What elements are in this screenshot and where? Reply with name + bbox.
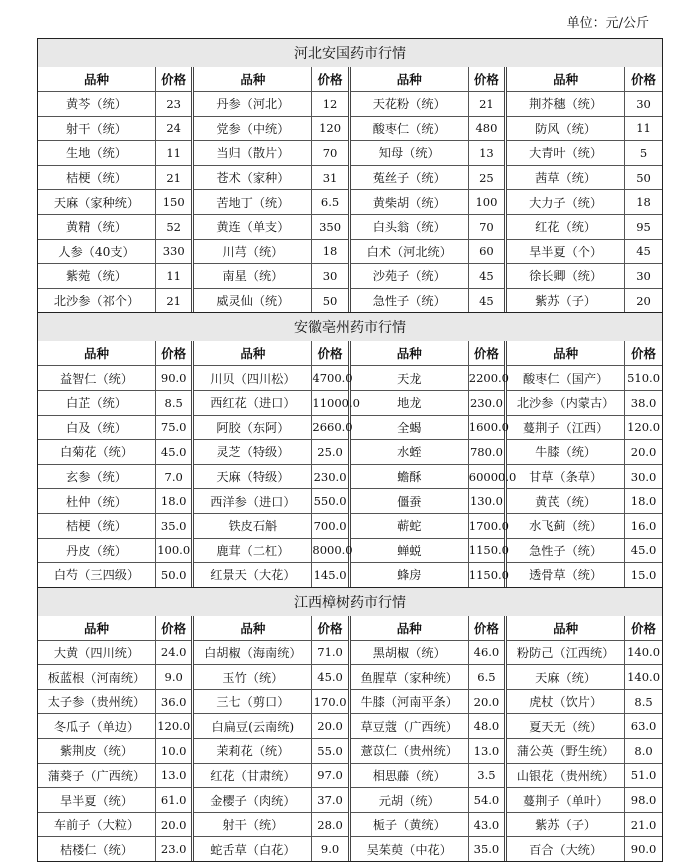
- column-header-price: 价格: [156, 616, 193, 641]
- herb-price: 8.0: [625, 739, 662, 764]
- herb-name: 水飞蓟（统）: [506, 513, 625, 538]
- table-row: [38, 837, 662, 861]
- market-section: [38, 39, 662, 312]
- table-row: [38, 538, 662, 563]
- herb-name: 黄精（统）: [38, 214, 156, 239]
- herb-price: 35.0: [156, 513, 193, 538]
- column-header-price: 价格: [468, 616, 505, 641]
- herb-price: 52: [156, 214, 193, 239]
- herb-name: 南星（统）: [193, 264, 312, 289]
- table-row: [38, 640, 662, 665]
- herb-price: 25: [468, 165, 505, 190]
- table-row: [38, 92, 662, 117]
- herb-price: 2200.0: [468, 366, 505, 391]
- herb-price: 45.0: [312, 665, 349, 690]
- herb-price: 55.0: [312, 739, 349, 764]
- herb-price: 120: [312, 116, 349, 141]
- herb-name: 车前子（大粒）: [38, 812, 156, 837]
- herb-name: 玉竹（统）: [193, 665, 312, 690]
- herb-price: 550.0: [312, 489, 349, 514]
- herb-name: 粉防己（江西统）: [506, 640, 625, 665]
- herb-name: 吴茱萸（中花）: [349, 837, 468, 861]
- herb-price: 95: [625, 214, 662, 239]
- herb-price: 30: [625, 264, 662, 289]
- table-row: [38, 513, 662, 538]
- herb-price: 230.0: [312, 464, 349, 489]
- column-header-price: 价格: [312, 67, 349, 92]
- herb-name: 白芍（三四级）: [38, 563, 156, 587]
- herb-name: 大青叶（统）: [506, 141, 625, 166]
- herb-name: 紫荆皮（统）: [38, 739, 156, 764]
- column-header-name: 品种: [506, 616, 625, 641]
- herb-price: 31: [312, 165, 349, 190]
- column-header-price: 价格: [468, 67, 505, 92]
- herb-price: 18: [312, 239, 349, 264]
- herb-name: 徐长卿（统）: [506, 264, 625, 289]
- herb-name: 射干（统）: [38, 116, 156, 141]
- herb-price: 43.0: [468, 812, 505, 837]
- herb-price: 11: [625, 116, 662, 141]
- herb-name: 党参（中统）: [193, 116, 312, 141]
- herb-name: 蝉蜕: [349, 538, 468, 563]
- section-title: 安徽亳州药市行情: [38, 312, 662, 341]
- herb-name: 丹皮（统）: [38, 538, 156, 563]
- herb-price: 510.0: [625, 366, 662, 391]
- herb-price: 30.0: [625, 464, 662, 489]
- herb-price: 6.5: [468, 665, 505, 690]
- herb-price: 13.0: [468, 739, 505, 764]
- herb-name: 黄芪（统）: [506, 489, 625, 514]
- herb-price: 100: [468, 190, 505, 215]
- herb-name: 白菊花（统）: [38, 440, 156, 465]
- table-row: [38, 415, 662, 440]
- herb-price: 16.0: [625, 513, 662, 538]
- column-header-price: 价格: [625, 341, 662, 366]
- header-row: [38, 67, 662, 92]
- herb-price: 75.0: [156, 415, 193, 440]
- section-title: 河北安国药市行情: [38, 39, 662, 67]
- herb-name: 菟丝子（统）: [349, 165, 468, 190]
- table-row: [38, 563, 662, 587]
- herb-price: 11: [156, 141, 193, 166]
- herb-price: 45.0: [156, 440, 193, 465]
- herb-name: 元胡（统）: [349, 788, 468, 813]
- herb-price: 54.0: [468, 788, 505, 813]
- table-row: [38, 214, 662, 239]
- herb-price: 18: [625, 190, 662, 215]
- column-header-price: 价格: [312, 341, 349, 366]
- herb-name: 天麻（统）: [506, 665, 625, 690]
- unit-label: 单位：元/公斤: [566, 16, 649, 31]
- herb-price: 70: [312, 141, 349, 166]
- herb-name: 红花（甘肃统）: [193, 763, 312, 788]
- column-header-name: 品种: [38, 67, 156, 92]
- herb-name: 阿胶（东阿）: [193, 415, 312, 440]
- herb-name: 白胡椒（海南统）: [193, 640, 312, 665]
- table-row: [38, 366, 662, 391]
- table-row: [38, 689, 662, 714]
- herb-price: 9.0: [312, 837, 349, 861]
- herb-price: 30: [625, 92, 662, 117]
- herb-price: 20.0: [312, 714, 349, 739]
- column-header-price: 价格: [625, 616, 662, 641]
- herb-name: 急性子（统）: [506, 538, 625, 563]
- herb-price: 98.0: [625, 788, 662, 813]
- herb-price: 37.0: [312, 788, 349, 813]
- table-row: [38, 165, 662, 190]
- column-header-name: 品种: [506, 341, 625, 366]
- market-price-tables: [37, 38, 663, 862]
- herb-price: 63.0: [625, 714, 662, 739]
- herb-price: 5: [625, 141, 662, 166]
- herb-name: 苦地丁（统）: [193, 190, 312, 215]
- herb-price: 24: [156, 116, 193, 141]
- herb-price: 97.0: [312, 763, 349, 788]
- herb-name: 黄连（单支）: [193, 214, 312, 239]
- herb-price: 12: [312, 92, 349, 117]
- herb-name: 北沙参（内蒙古）: [506, 390, 625, 415]
- herb-price: 21: [468, 92, 505, 117]
- herb-price: 13.0: [156, 763, 193, 788]
- herb-name: 蜂房: [349, 563, 468, 587]
- herb-price: 13: [468, 141, 505, 166]
- herb-price: 350: [312, 214, 349, 239]
- herb-price: 145.0: [312, 563, 349, 587]
- herb-price: 20.0: [156, 812, 193, 837]
- herb-name: 益智仁（统）: [38, 366, 156, 391]
- table-row: [38, 714, 662, 739]
- column-header-name: 品种: [349, 616, 468, 641]
- column-header-price: 价格: [468, 341, 505, 366]
- column-header-name: 品种: [506, 67, 625, 92]
- herb-name: 蛇舌草（白花）: [193, 837, 312, 861]
- column-header-price: 价格: [312, 616, 349, 641]
- herb-price: 30: [312, 264, 349, 289]
- market-section: [38, 312, 662, 586]
- herb-price: 330: [156, 239, 193, 264]
- herb-name: 虎杖（饮片）: [506, 689, 625, 714]
- table-row: [38, 239, 662, 264]
- herb-name: 相思藤（统）: [349, 763, 468, 788]
- header-row: [38, 341, 662, 366]
- herb-price: 46.0: [468, 640, 505, 665]
- herb-name: 天花粉（统）: [349, 92, 468, 117]
- column-header-name: 品种: [193, 616, 312, 641]
- herb-price: 50: [625, 165, 662, 190]
- column-header-name: 品种: [349, 341, 468, 366]
- herb-price: 1150.0: [468, 538, 505, 563]
- herb-price: 21: [156, 165, 193, 190]
- herb-name: 茉莉花（统）: [193, 739, 312, 764]
- herb-price: 45: [468, 264, 505, 289]
- column-header-price: 价格: [156, 341, 193, 366]
- herb-name: 白及（统）: [38, 415, 156, 440]
- herb-price: 700.0: [312, 513, 349, 538]
- herb-price: 150: [156, 190, 193, 215]
- herb-price: 20: [636, 293, 651, 308]
- herb-price: 1600.0: [468, 415, 505, 440]
- section-title: 江西樟树药市行情: [38, 587, 662, 616]
- price-table: [38, 616, 662, 861]
- herb-name: 透骨草（统）: [506, 563, 625, 587]
- herb-name: 蔓荆子（单叶）: [506, 788, 625, 813]
- herb-price: 15.0: [630, 567, 657, 582]
- column-header-name: 品种: [38, 341, 156, 366]
- herb-price: 24.0: [156, 640, 193, 665]
- table-row: [38, 489, 662, 514]
- herb-name: 大力子（统）: [506, 190, 625, 215]
- herb-name: 玄参（统）: [38, 464, 156, 489]
- herb-name: 桔楼仁（统）: [38, 837, 156, 861]
- herb-price: 140.0: [625, 665, 662, 690]
- herb-name: 天龙: [349, 366, 468, 391]
- herb-price: 6.5: [312, 190, 349, 215]
- table-row: [38, 739, 662, 764]
- herb-name: 黄芩（统）: [38, 92, 156, 117]
- herb-price: 21: [156, 288, 193, 312]
- herb-price: 2660.0: [312, 415, 349, 440]
- herb-price: 50.0: [156, 563, 193, 587]
- herb-price: 23.0: [156, 837, 193, 861]
- price-table: [38, 67, 662, 312]
- herb-name: 天麻（特级）: [193, 464, 312, 489]
- column-header-name: 品种: [38, 616, 156, 641]
- herb-name: 荆芥穗（统）: [506, 92, 625, 117]
- herb-name: 射干（统）: [193, 812, 312, 837]
- market-section: [38, 587, 662, 861]
- herb-name: 酸枣仁（国产）: [506, 366, 625, 391]
- herb-price: 45: [625, 239, 662, 264]
- herb-name: 地龙: [349, 390, 468, 415]
- herb-price: 780.0: [468, 440, 505, 465]
- herb-name: 红景天（大花）: [193, 563, 312, 587]
- herb-price: 48.0: [468, 714, 505, 739]
- herb-name: 蕲蛇: [349, 513, 468, 538]
- herb-price: 60000.0: [468, 464, 505, 489]
- herb-price: 20.0: [468, 689, 505, 714]
- herb-name: 丹参（河北）: [193, 92, 312, 117]
- herb-name: 僵蚕: [349, 489, 468, 514]
- herb-name: 白头翁（统）: [349, 214, 468, 239]
- herb-name: 鱼腥草（家种统）: [349, 665, 468, 690]
- header-row: [38, 616, 662, 641]
- herb-name: 川芎（统）: [193, 239, 312, 264]
- herb-price: 21.0: [625, 812, 662, 837]
- herb-name: 茜草（统）: [506, 165, 625, 190]
- table-row: [38, 116, 662, 141]
- herb-price: 51.0: [625, 763, 662, 788]
- herb-price: 70: [468, 214, 505, 239]
- column-header-name: 品种: [349, 67, 468, 92]
- herb-price: 11000.0: [312, 390, 349, 415]
- herb-price: 61.0: [156, 788, 193, 813]
- table-row: [38, 812, 662, 837]
- herb-name: 金樱子（肉统）: [193, 788, 312, 813]
- herb-price: 20.0: [625, 440, 662, 465]
- herb-name: 栀子（黄统）: [349, 812, 468, 837]
- herb-name: 白术（河北统）: [349, 239, 468, 264]
- table-row: [38, 763, 662, 788]
- herb-price: 35.0: [468, 837, 505, 861]
- table-row: [38, 788, 662, 813]
- herb-price: 25.0: [312, 440, 349, 465]
- herb-name: 西红花（进口）: [193, 390, 312, 415]
- herb-name: 蒲葵子（广西统）: [38, 763, 156, 788]
- herb-name: 牛膝（统）: [506, 440, 625, 465]
- herb-name: 旱半夏（个）: [506, 239, 625, 264]
- herb-name: 黄柴胡（统）: [349, 190, 468, 215]
- herb-price: 45.0: [625, 538, 662, 563]
- herb-name: 灵芝（特级）: [193, 440, 312, 465]
- herb-name: 板蓝根（河南统）: [38, 665, 156, 690]
- herb-name: 夏天无（统）: [506, 714, 625, 739]
- table-row: [38, 190, 662, 215]
- herb-price: 45: [468, 288, 505, 312]
- herb-price: 4700.0: [312, 366, 349, 391]
- column-header-name: 品种: [193, 67, 312, 92]
- herb-price: 18.0: [156, 489, 193, 514]
- herb-name: 黑胡椒（统）: [349, 640, 468, 665]
- herb-name: 桔梗（统）: [38, 165, 156, 190]
- herb-price: 140.0: [625, 640, 662, 665]
- herb-price: 230.0: [468, 390, 505, 415]
- herb-name: 鹿茸（二杠）: [193, 538, 312, 563]
- herb-name: 北沙参（祁个）: [38, 288, 156, 312]
- herb-name: 蟾酥: [349, 464, 468, 489]
- herb-name: 薏苡仁（贵州统）: [349, 739, 468, 764]
- herb-price: 90.0: [156, 366, 193, 391]
- herb-name: 人参（40支）: [38, 239, 156, 264]
- herb-name: 百合（大统）: [506, 837, 625, 861]
- price-table: [38, 341, 662, 586]
- herb-name: 白扁豆(云南统): [193, 714, 312, 739]
- herb-name: 急性子（统）: [349, 288, 468, 312]
- herb-price: 120.0: [625, 415, 662, 440]
- herb-name: 紫苏（子）: [506, 288, 625, 312]
- table-row: [38, 665, 662, 690]
- herb-name: 冬瓜子（单边）: [38, 714, 156, 739]
- column-header-name: 品种: [193, 341, 312, 366]
- herb-name: 桔梗（统）: [38, 513, 156, 538]
- herb-price: 480: [468, 116, 505, 141]
- herb-name: 三七（剪口）: [193, 689, 312, 714]
- herb-price: 28.0: [312, 812, 349, 837]
- herb-name: 红花（统）: [506, 214, 625, 239]
- herb-price: 23: [156, 92, 193, 117]
- herb-price: 71.0: [312, 640, 349, 665]
- herb-name: 紫菀（统）: [38, 264, 156, 289]
- herb-price: 60: [468, 239, 505, 264]
- herb-price: 120.0: [156, 714, 193, 739]
- table-row: [38, 464, 662, 489]
- herb-price: 7.0: [156, 464, 193, 489]
- herb-name: 水蛭: [349, 440, 468, 465]
- herb-price: 10.0: [156, 739, 193, 764]
- herb-price: 100.0: [156, 538, 193, 563]
- herb-name: 川贝（四川松）: [193, 366, 312, 391]
- herb-name: 牛膝（河南平条）: [349, 689, 468, 714]
- table-row: [38, 141, 662, 166]
- herb-price: 8.5: [625, 689, 662, 714]
- herb-name: 酸枣仁（统）: [349, 116, 468, 141]
- herb-name: 天麻（家种统）: [38, 190, 156, 215]
- herb-name: 铁皮石斛: [193, 513, 312, 538]
- herb-price: 36.0: [156, 689, 193, 714]
- herb-price: 130.0: [468, 489, 505, 514]
- herb-price: 18.0: [625, 489, 662, 514]
- herb-price: 11: [156, 264, 193, 289]
- herb-price: 1700.0: [468, 513, 505, 538]
- herb-name: 防风（统）: [506, 116, 625, 141]
- herb-price: 1150.0: [468, 563, 505, 587]
- herb-price: 9.0: [156, 665, 193, 690]
- herb-name: 当归（散片）: [193, 141, 312, 166]
- table-row: [38, 390, 662, 415]
- herb-name: 西洋参（进口）: [193, 489, 312, 514]
- herb-name: 太子参（贵州统）: [38, 689, 156, 714]
- column-header-price: 价格: [625, 67, 662, 92]
- herb-price: 8000.0: [312, 538, 349, 563]
- table-row: [38, 288, 662, 312]
- herb-name: 紫苏（子）: [506, 812, 625, 837]
- herb-price: 90.0: [630, 842, 657, 857]
- herb-name: 知母（统）: [349, 141, 468, 166]
- herb-name: 生地（统）: [38, 141, 156, 166]
- table-row: [38, 264, 662, 289]
- herb-name: 沙苑子（统）: [349, 264, 468, 289]
- herb-name: 大黄（四川统）: [38, 640, 156, 665]
- herb-name: 蔓荆子（江西）: [506, 415, 625, 440]
- herb-name: 白芷（统）: [38, 390, 156, 415]
- herb-name: 苍术（家种）: [193, 165, 312, 190]
- herb-name: 威灵仙（统）: [193, 288, 312, 312]
- herb-name: 全蝎: [349, 415, 468, 440]
- herb-name: 甘草（条草）: [506, 464, 625, 489]
- herb-price: 3.5: [468, 763, 505, 788]
- herb-price: 170.0: [312, 689, 349, 714]
- herb-name: 山银花（贵州统）: [506, 763, 625, 788]
- herb-price: 8.5: [156, 390, 193, 415]
- table-row: [38, 440, 662, 465]
- herb-name: 蒲公英（野生统）: [506, 739, 625, 764]
- column-header-price: 价格: [156, 67, 193, 92]
- herb-price: 50: [312, 288, 349, 312]
- herb-price: 38.0: [625, 390, 662, 415]
- herb-name: 旱半夏（统）: [38, 788, 156, 813]
- herb-name: 杜仲（统）: [38, 489, 156, 514]
- herb-name: 草豆蔻（广西统）: [349, 714, 468, 739]
